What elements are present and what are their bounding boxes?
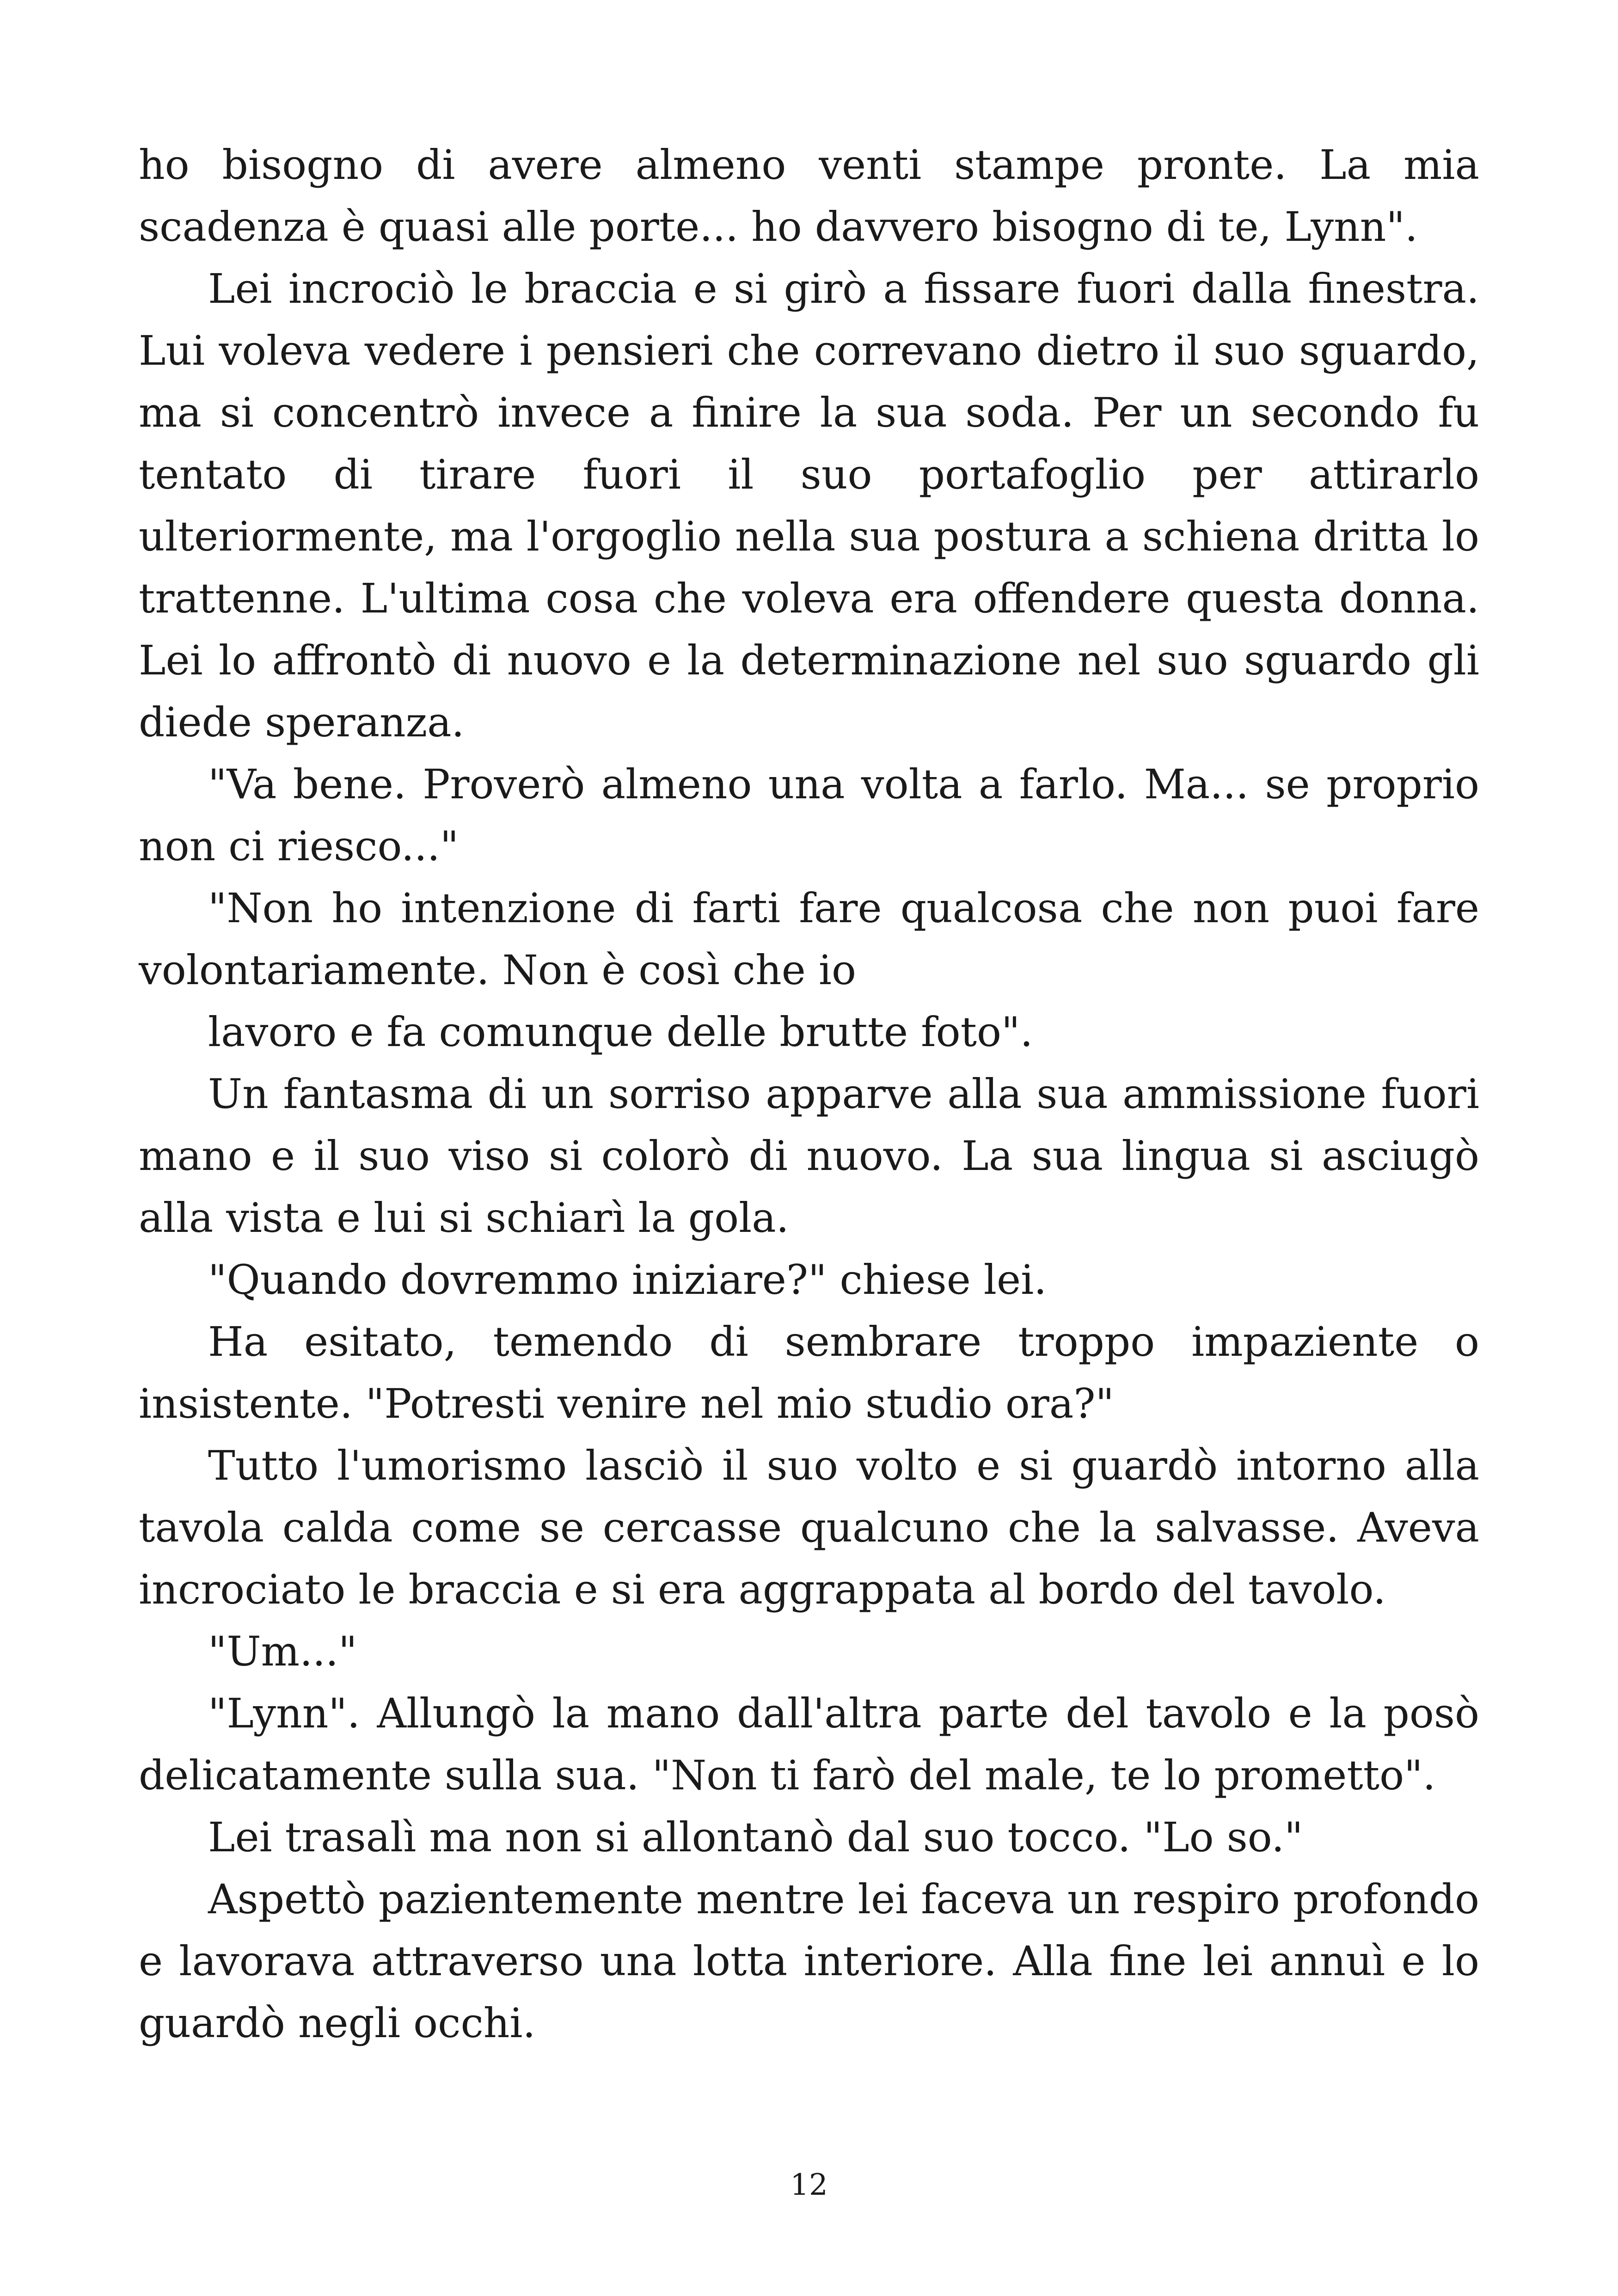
paragraph: "Va bene. Proverò almeno una volta a farlo. Ma... se proprio non ci riesco..." — [139, 760, 1479, 870]
paragraph: Aspettò pazientemente mentre lei faceva un respiro profondo e lavorava attraverso una lotta interiore. Alla fine lei annuì e lo guardò negli occhi. — [139, 1875, 1479, 2047]
paragraph: "Lynn". Allungò la mano dall'altra parte del tavolo e la posò delicatamente sulla sua. "Non ti farò del male, te lo prometto". — [139, 1690, 1479, 1799]
paragraph: "Non ho intenzione di farti fare qualcosa che non puoi fare volontariamente. Non è così che io — [139, 884, 1479, 994]
paragraph: Tutto l'umorismo lasciò il suo volto e si guardò intorno alla tavola calda come se cercasse qualcuno che la salvasse. Aveva incrociato le braccia e si era aggrappata al bordo del tavolo. — [139, 1442, 1479, 1613]
paragraph: lavoro e fa comunque delle brutte foto". — [208, 1008, 1033, 1056]
paragraph: ho bisogno di avere almeno venti stampe pronte. La mia scadenza è quasi alle porte... ho davvero bisogno di te, Lynn". — [139, 141, 1479, 251]
body-text — [139, 134, 1479, 2054]
paragraph: "Um..." — [208, 1628, 357, 1675]
paragraph: "Quando dovremmo iniziare?" chiese lei. — [208, 1256, 1047, 1304]
paragraph: Ha esitato, temendo di sembrare troppo impaziente o insistente. "Potresti venire nel mio studio ora?" — [139, 1318, 1479, 1427]
paragraph: Lei incrociò le braccia e si girò a fissare fuori dalla finestra. Lui voleva vedere i pensieri che correvano dietro il suo sguardo, ma si concentrò invece a finire la sua soda. Per un secondo fu tentato di tirare fuori il suo portafoglio per attirarlo ulteriormente, ma l'orgoglio nella sua postura a schiena dritta lo trattenne. L'ultima cosa che voleva era offendere questa donna. Lei lo affrontò di nuovo e la determinazione nel suo sguardo gli diede speranza. — [139, 265, 1479, 746]
paragraph: Lei trasalì ma non si allontanò dal suo tocco. "Lo so." — [208, 1813, 1303, 1861]
paragraph: Un fantasma di un sorriso apparve alla sua ammissione fuori mano e il suo viso si colorò di nuovo. La sua lingua si asciugò alla vista e lui si schiarì la gola. — [139, 1070, 1479, 1242]
page-number: 12 — [790, 2168, 828, 2202]
